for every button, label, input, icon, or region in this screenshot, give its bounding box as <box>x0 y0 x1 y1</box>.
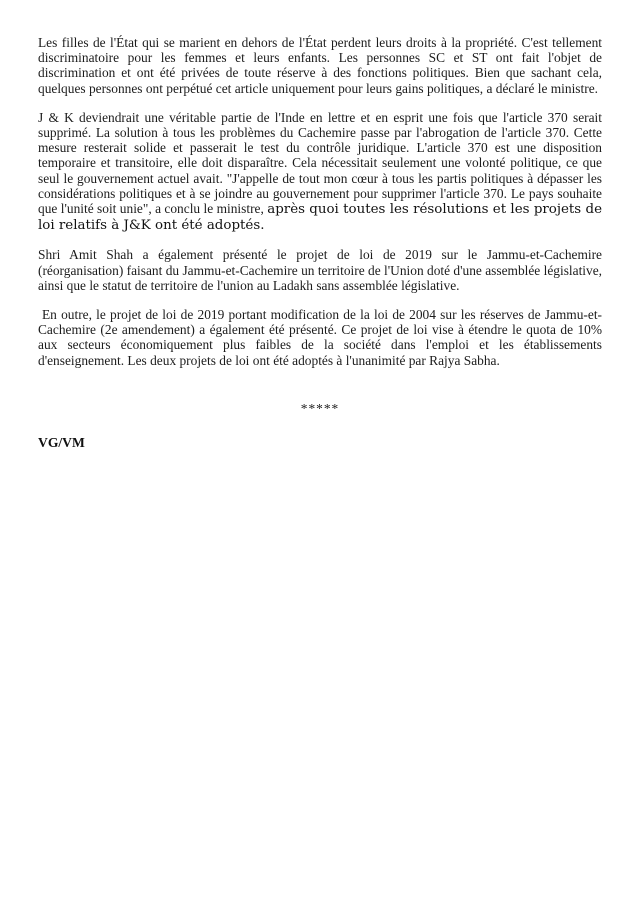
author-initials: VG/VM <box>38 435 85 451</box>
paragraph-article-370-body: J & K deviendrait une véritable partie de l'Inde en lettre et en esprit une fois que l'article 370 serait supprimé. La solution à tous les problèmes du Cachemire passe par l'abrogation de l'article 370. Cette mesure resterait solide et passerait le test du contrôle juridique. L'article 370 est une disposition temporaire et transitoire, elle doit disparaître. Cela nécessitait seulement une volonté politique, ce que seul le gouvernement actuel avait. "J'appelle de tout mon cœur à tous les partis politiques à dépasser les considérations politiques et à se joindre au gouvernement pour supprimer l'article 370. Le pays souhaite que l'unité soit unie", a conclu le ministre, <box>38 109 602 217</box>
paragraph-reorganisation-bill: Shri Amit Shah a également présenté le projet de loi de 2019 sur le Jammu-et-Cachemire (réorganisation) faisant du Jammu-et-Cachemire un territoire de l'Union doté d'une assemblée législative, ainsi que le statut de territoire de l'union au Ladakh sans assemblée législative. <box>38 247 602 293</box>
asterisk-separator: ***** <box>300 400 340 416</box>
paragraph-article-370 <box>38 110 602 234</box>
paragraph-discrimination: Les filles de l'État qui se marient en dehors de l'État perdent leurs droits à la propriété. C'est tellement discriminatoire pour les femmes et leurs enfants. Les personnes SC et ST ont fait l'objet de discrimination et ont été privées de toute réserve à des fonctions politiques. Bien que sachant cela, quelques personnes ont perpétué cet article uniquement pour leurs gains politiques, a déclaré le ministre. <box>38 35 602 96</box>
paragraph-article-370-resolution-emphasis: après quoi toutes les résolutions et les projets de loi relatifs à J&K ont été adoptés. <box>38 202 602 234</box>
paragraph-reservation-bill: En outre, le projet de loi de 2019 portant modification de la loi de 2004 sur les réserves de Jammu-et-Cachemire (2e amendement) a également été présenté. Ce projet de loi vise à étendre le quota de 10% aux secteurs économiquement plus faibles de la société dans l'emploi et les établissements d'enseignement. Les deux projets de loi ont été adoptés à l'unanimité par Rajya Sabha. <box>38 307 602 368</box>
